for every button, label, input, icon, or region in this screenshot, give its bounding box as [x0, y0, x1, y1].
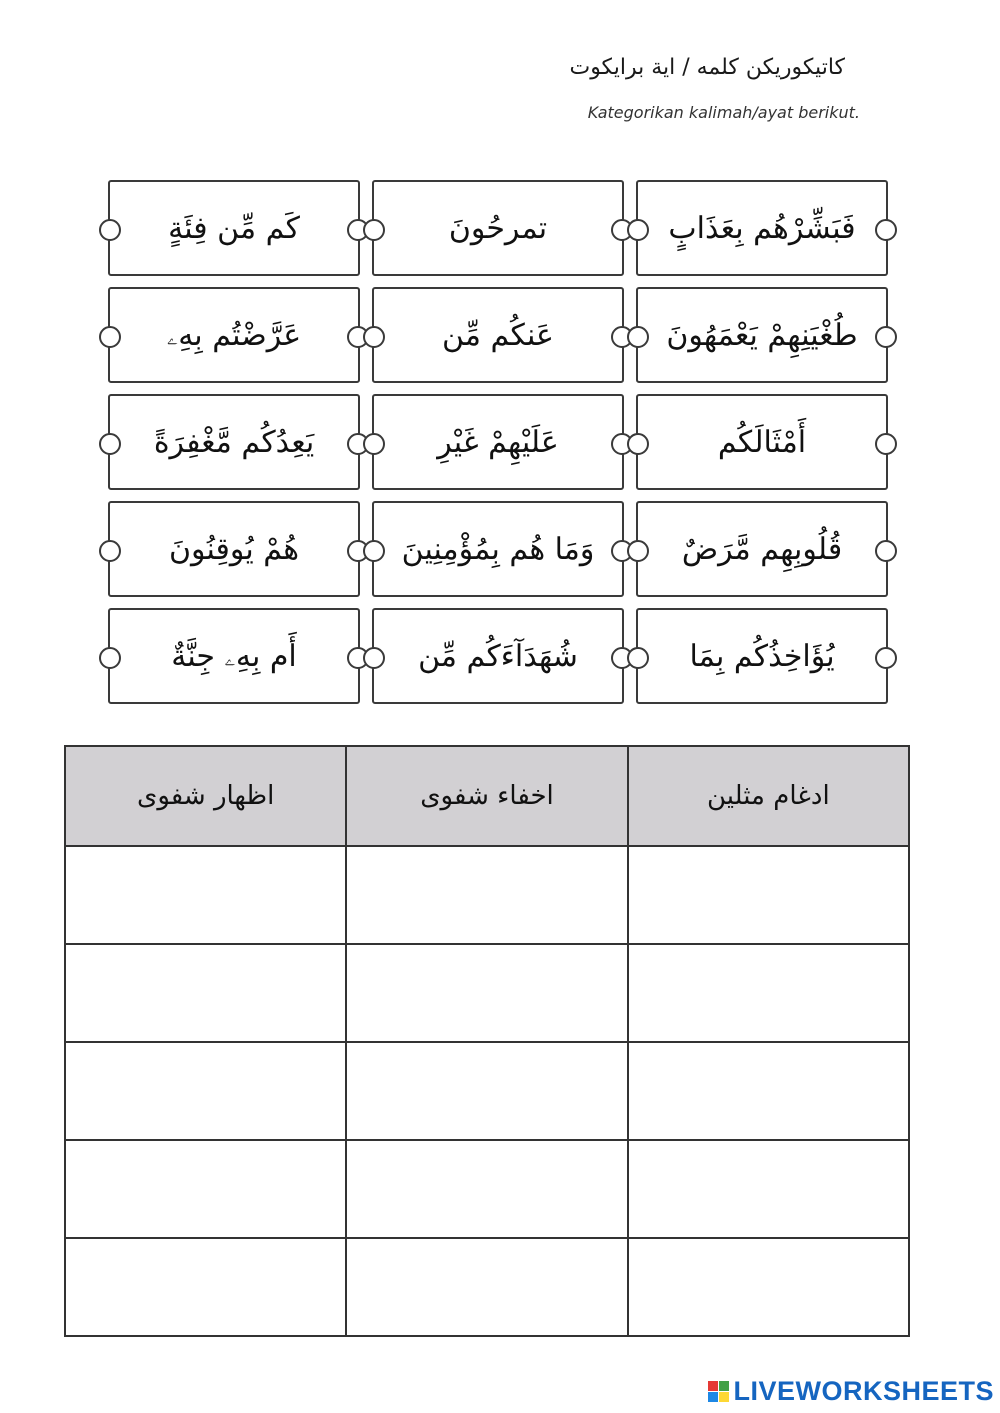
word-card-text: أَمْثَالَكُم	[717, 424, 807, 460]
word-card[interactable]	[636, 287, 888, 383]
word-card[interactable]	[372, 287, 624, 383]
drop-cell[interactable]	[628, 1140, 909, 1238]
liveworksheets-logo-text: LIVEWORKSHEETS	[733, 1376, 994, 1406]
drop-cell[interactable]	[65, 846, 346, 944]
word-card-text: فَبَشِّرْهُم بِعَذَابٍ	[668, 210, 856, 246]
word-card-text: عَنكُم مِّن	[442, 317, 554, 353]
word-card-text: شُهَدَآءَكُم مِّن	[418, 638, 578, 674]
table-row	[65, 944, 909, 1042]
drop-cell[interactable]	[346, 1042, 627, 1140]
instruction-malay: Kategorikan kalimah/ayat berikut.	[587, 103, 860, 122]
word-card-text: كَم مِّن فِئَةٍ	[168, 210, 300, 246]
word-card[interactable]	[108, 608, 360, 704]
answer-table	[64, 745, 910, 1337]
logo-square	[719, 1392, 729, 1402]
table-row	[65, 1238, 909, 1336]
word-card[interactable]	[636, 180, 888, 276]
word-card[interactable]	[108, 394, 360, 490]
drop-cell[interactable]	[628, 1042, 909, 1140]
drop-cell[interactable]	[628, 944, 909, 1042]
word-card-text: طُغْيَنِهِمْ يَعْمَهُونَ	[666, 317, 858, 353]
word-card[interactable]	[636, 501, 888, 597]
header-idgham-mithlain: ادغام مثلين	[628, 746, 909, 846]
drop-cell[interactable]	[65, 944, 346, 1042]
word-card[interactable]	[108, 180, 360, 276]
drop-cell[interactable]	[628, 1238, 909, 1336]
word-card-text: وَمَا هُم بِمُؤْمِنِينَ	[401, 531, 595, 567]
instruction-jawi: كاتيكوريکن كلمه / اية برايكوت	[569, 55, 845, 80]
liveworksheets-logo-icon	[708, 1381, 729, 1402]
word-card-text: هُمْ يُوقِنُونَ	[168, 531, 300, 567]
drop-cell[interactable]	[346, 1238, 627, 1336]
word-card-text: أَم بِهِۦ جِنَّةٌ	[171, 638, 297, 674]
drop-cell[interactable]	[346, 846, 627, 944]
word-card[interactable]	[372, 394, 624, 490]
drop-cell[interactable]	[65, 1042, 346, 1140]
word-cards-grid	[108, 180, 888, 704]
logo-square	[719, 1381, 729, 1391]
word-card-text: يُؤَاخِذُكُم بِمَا	[689, 638, 835, 674]
drop-cell[interactable]	[346, 944, 627, 1042]
word-card[interactable]	[372, 180, 624, 276]
table-row	[65, 1140, 909, 1238]
word-card[interactable]	[636, 394, 888, 490]
word-card-text: تمرحُونَ	[448, 210, 548, 246]
word-card[interactable]	[636, 608, 888, 704]
drop-cell[interactable]	[65, 1140, 346, 1238]
word-card-text: عَرَّضْتُم بِهِۦ	[166, 317, 302, 353]
logo-square	[708, 1381, 718, 1391]
logo-square	[708, 1392, 718, 1402]
word-card[interactable]	[108, 501, 360, 597]
drop-cell[interactable]	[65, 1238, 346, 1336]
table-row	[65, 846, 909, 944]
word-card-text: يَعِدُكُم مَّغْفِرَةً	[153, 424, 315, 460]
header-izhar-syafawi: اظهار شفوى	[65, 746, 346, 846]
drop-cell[interactable]	[346, 1140, 627, 1238]
word-card[interactable]	[108, 287, 360, 383]
word-card[interactable]	[372, 608, 624, 704]
drop-cell[interactable]	[628, 846, 909, 944]
header-ikhfa-syafawi: اخفاء شفوى	[346, 746, 627, 846]
table-row	[65, 1042, 909, 1140]
table-header-row	[65, 746, 909, 846]
liveworksheets-logo[interactable]	[708, 1376, 994, 1407]
word-card-text: عَلَيْهِمْ غَيْرِ	[437, 424, 559, 460]
word-card-text: قُلُوبِهِم مَّرَضٌ	[681, 531, 843, 567]
word-card[interactable]	[372, 501, 624, 597]
